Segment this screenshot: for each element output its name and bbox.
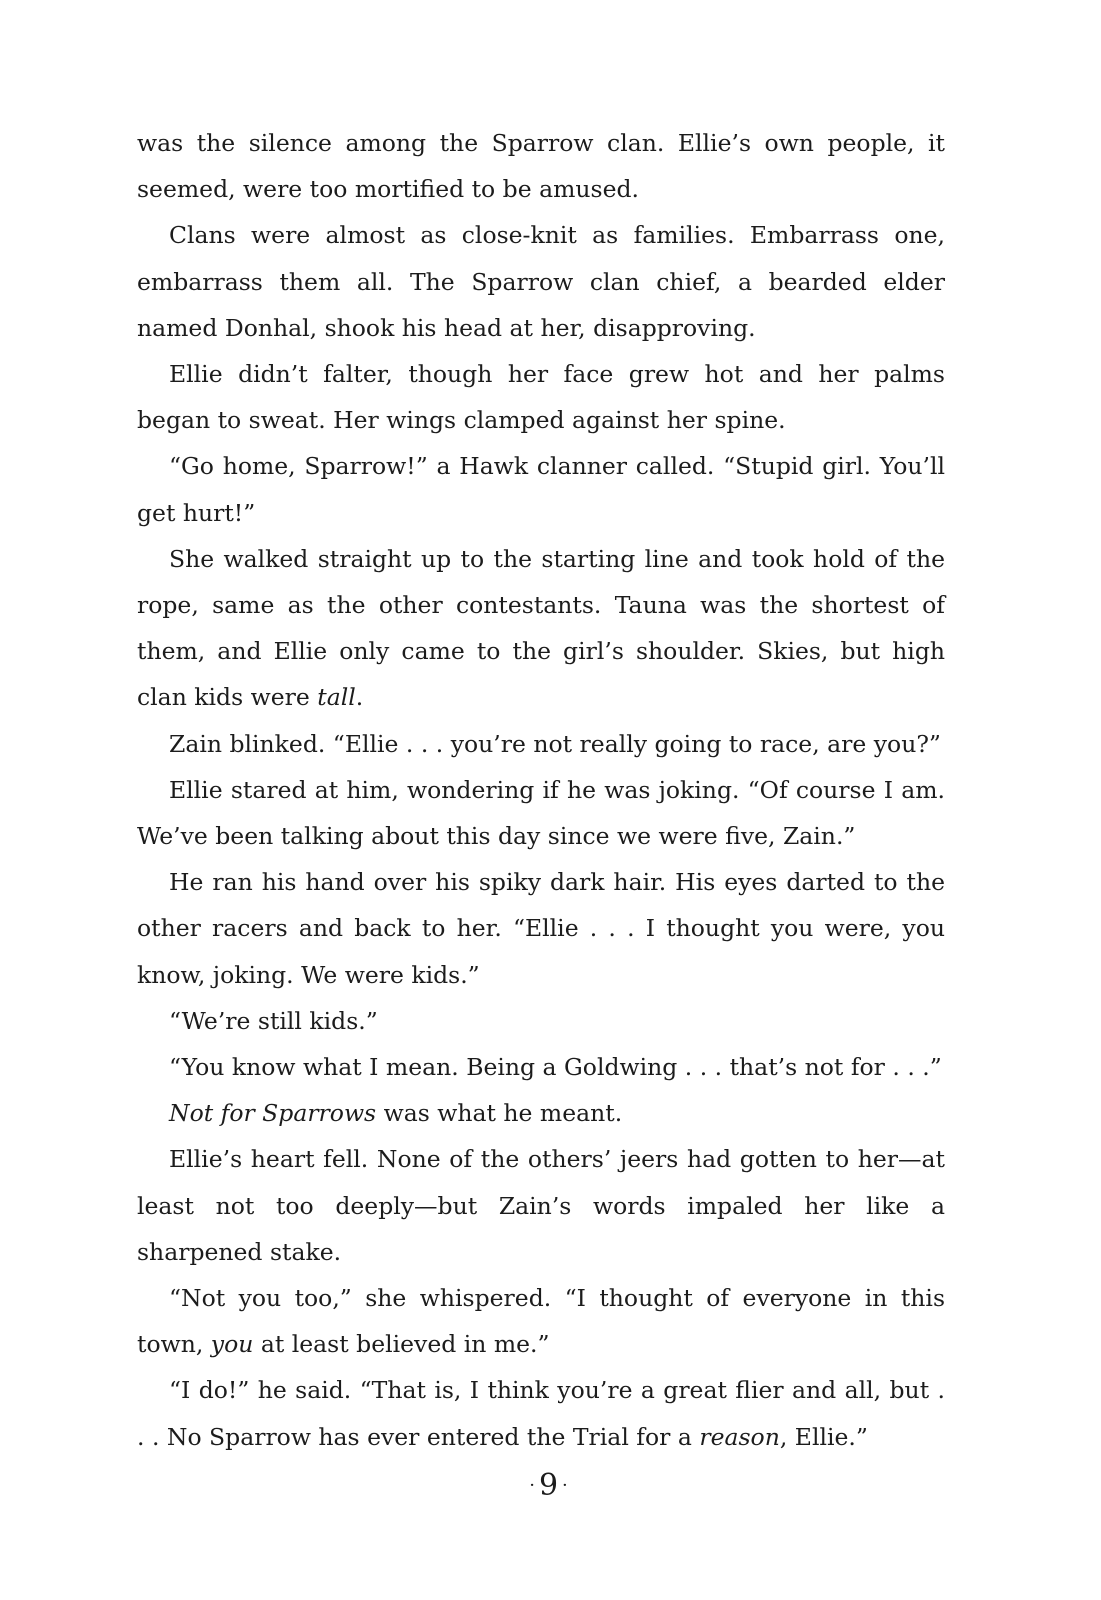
text-run: Ellie stared at him, wondering if he was joking. “Of course I am. We’ve been talking about this day since we were five, Zain.”: [137, 775, 945, 851]
text-run: She walked straight up to the starting line and took hold of the rope, same as the other contestants. Tauna was the shortest of them, and Ellie only came to the girl’s shoulder. Skies, but high clan kids were: [137, 544, 945, 712]
paragraph: [137, 1090, 945, 1136]
text-run: Clans were almost as close-knit as families. Embarrass one, embarrass them all. The Sparrow clan chief, a bearded elder named Donhal, shook his head at her, disapproving.: [137, 221, 945, 342]
text-run: Ellie’s heart fell. None of the others’ jeers had gotten to her—at least not too deeply—but Zain’s words impaled her like a sharpened stake.: [137, 1145, 945, 1266]
text-run: at least believed in me.”: [253, 1330, 550, 1359]
text-run: , Ellie.”: [779, 1422, 868, 1451]
body-text: [137, 120, 945, 1460]
paragraph: [137, 721, 945, 767]
paragraph: [137, 998, 945, 1044]
text-run: Ellie didn’t falter, though her face grew hot and her palms began to sweat. Her wings clamped against her spine.: [137, 360, 945, 435]
paragraph: [137, 1367, 945, 1459]
italic-text: you: [210, 1330, 254, 1359]
text-run: He ran his hand over his spiky dark hair. His eyes darted to the other racers and back to her. “Ellie . . . I thought you were, you know, joking. We were kids.”: [137, 868, 945, 989]
paragraph: [137, 859, 945, 998]
text-run: “We’re still kids.”: [169, 1006, 378, 1035]
folio-dot-left: ·: [529, 1474, 539, 1496]
italic-text: Not for Sparrows: [169, 1099, 377, 1128]
text-run: was the silence among the Sparrow clan. Ellie’s own people, it seemed, were too mortified to be amused.: [137, 129, 945, 204]
paragraph: [137, 536, 945, 721]
paragraph: [137, 1136, 945, 1275]
paragraph: [137, 767, 945, 859]
paragraph: [137, 1044, 945, 1090]
text-run: “Not you too,” she whispered. “I thought of everyone in this town,: [137, 1284, 945, 1359]
text-run: “Go home, Sparrow!” a Hawk clanner called. “Stupid girl. You’ll get hurt!”: [137, 452, 945, 527]
text-run: Zain blinked. “Ellie . . . you’re not really going to race, are you?”: [169, 729, 941, 758]
folio-dot-right: ·: [562, 1474, 572, 1496]
paragraph: [137, 212, 945, 351]
text-run: was what he meant.: [376, 1099, 623, 1128]
text-run: “You know what I mean. Being a Goldwing . . . that’s not for . . .”: [169, 1053, 942, 1082]
page-number-value: 9: [538, 1468, 563, 1503]
paragraph: [137, 351, 945, 443]
paragraph: [137, 1275, 945, 1367]
text-run: .: [355, 683, 364, 712]
page-number: [0, 1468, 1101, 1503]
paragraph: [137, 443, 945, 535]
italic-text: reason: [699, 1422, 780, 1451]
italic-text: tall: [317, 683, 356, 712]
paragraph: [137, 120, 945, 212]
text-run: “I do!” he said. “That is, I think you’re a great flier and all, but . . . No Sparrow has ever entered the Trial for a: [137, 1376, 945, 1451]
